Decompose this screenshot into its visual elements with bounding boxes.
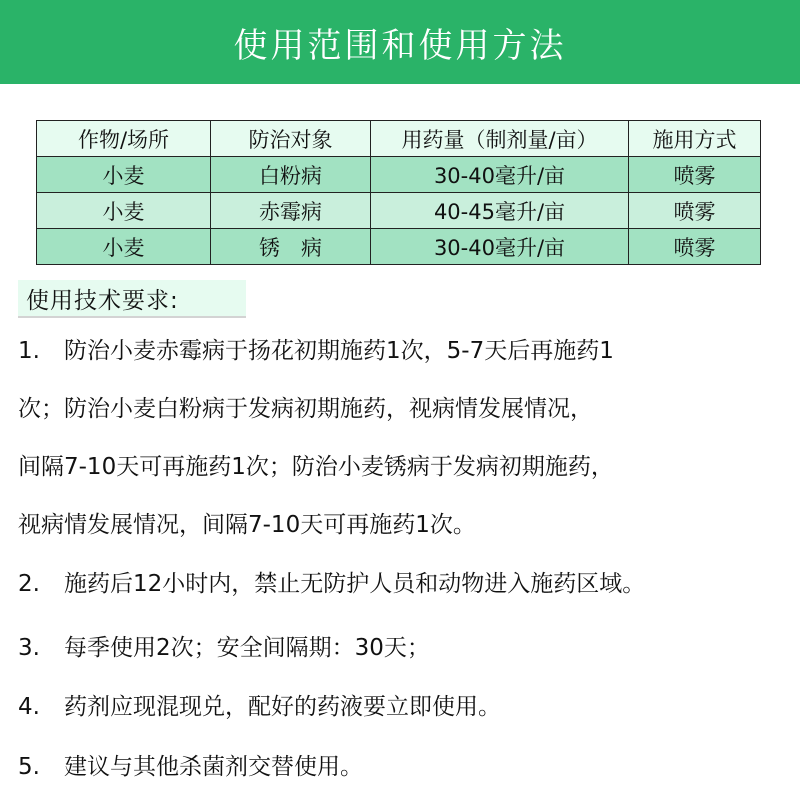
table-cell: 30-40毫升/亩	[371, 157, 629, 193]
instruction-number: 3.	[18, 635, 40, 661]
table-cell: 小麦	[37, 193, 211, 229]
table-cell: 赤霉病	[211, 193, 371, 229]
table-cell: 40-45毫升/亩	[371, 193, 629, 229]
table-cell: 喷雾	[629, 193, 761, 229]
column-header-dosage: 用药量（制剂量/亩）	[371, 121, 629, 157]
instruction-text: 药剂应现混现兑，配好的药液要立即使用。	[64, 694, 501, 720]
usage-table	[36, 120, 761, 265]
instruction-number: 4.	[18, 694, 40, 720]
table-cell: 30-40毫升/亩	[371, 229, 629, 265]
technical-requirements-heading: 使用技术要求:	[18, 280, 246, 318]
table-row	[37, 229, 761, 265]
instruction-item-3	[18, 634, 430, 662]
instruction-number: 2.	[18, 571, 40, 597]
table-row	[37, 157, 761, 193]
instruction-number: 5.	[18, 754, 40, 780]
instruction-number: 1.	[18, 338, 40, 364]
instruction-text: 每季使用2次；安全间隔期：30天；	[64, 635, 430, 661]
usage-table-container	[36, 120, 760, 265]
instruction-text: 施药后12小时内，禁止无防护人员和动物进入施药区域。	[64, 571, 646, 597]
table-cell: 喷雾	[629, 229, 761, 265]
table-cell: 小麦	[37, 229, 211, 265]
instruction-text: 防治小麦赤霉病于扬花初期施药1次，5-7天后再施药1	[64, 338, 614, 364]
instruction-item-2	[18, 570, 645, 598]
table-cell: 小麦	[37, 157, 211, 193]
column-header-method: 施用方式	[629, 121, 761, 157]
table-cell: 白粉病	[211, 157, 371, 193]
instruction-item-1-line-1	[18, 337, 614, 365]
instruction-item-1-line-4: 视病情发展情况，间隔7-10天可再施药1次。	[18, 512, 476, 538]
instruction-item-4	[18, 693, 501, 721]
column-header-target: 防治对象	[211, 121, 371, 157]
table-cell: 锈 病	[211, 229, 371, 265]
table-row	[37, 193, 761, 229]
table-header-row	[37, 121, 761, 157]
instruction-text: 建议与其他杀菌剂交替使用。	[64, 754, 363, 780]
instruction-item-5	[18, 753, 363, 781]
page-title: 使用范围和使用方法	[233, 25, 567, 66]
instruction-item-1-line-2: 次；防治小麦白粉病于发病初期施药，视病情发展情况，	[18, 396, 593, 422]
column-header-crop: 作物/场所	[37, 121, 211, 157]
instruction-item-1-line-3: 间隔7-10天可再施药1次；防治小麦锈病于发病初期施药，	[18, 454, 614, 480]
header-banner	[0, 0, 800, 84]
table-cell: 喷雾	[629, 157, 761, 193]
